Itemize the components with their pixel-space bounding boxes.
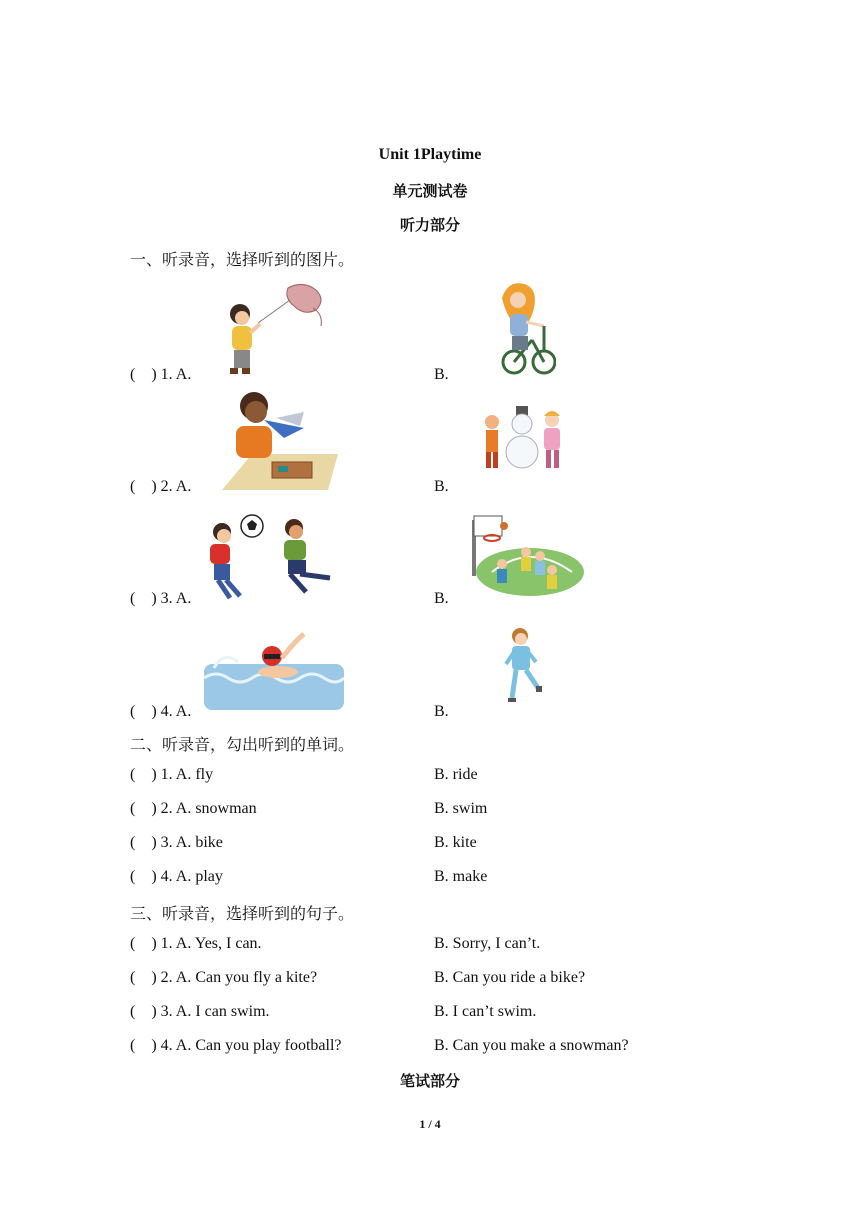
part3-row4-a: ( ) 4. A. Can you play football? <box>130 1037 342 1054</box>
part3-row4-b: B. Can you make a snowman? <box>434 1037 629 1054</box>
page-number: 1 / 4 <box>419 1117 441 1131</box>
part3-row2-a: ( ) 2. A. Can you fly a kite? <box>130 969 318 986</box>
part1-row3-b-label: B. <box>434 590 449 607</box>
part1-row3-a-label: ( ) 3. A. <box>130 590 192 607</box>
part1-row1-b-label: B. <box>434 366 449 383</box>
boy-running-image <box>502 626 544 708</box>
listening-heading: 听力部分 <box>399 218 460 234</box>
part3-row1-a: ( ) 1. A. Yes, I can. <box>130 935 262 952</box>
part3-row3-a: ( ) 3. A. I can swim. <box>130 1003 270 1020</box>
page-title: Unit 1Playtime <box>378 146 482 163</box>
part2-row3-a: ( ) 3. A. bike <box>130 834 223 851</box>
part3-row1-b: B. Sorry, I can’t. <box>434 935 541 952</box>
girl-flying-kite-image <box>218 278 328 378</box>
written-heading: 笔试部分 <box>399 1074 460 1090</box>
part3-row3-b: B. I can’t swim. <box>434 1003 537 1020</box>
boys-playing-football-image <box>200 512 344 604</box>
kids-playing-basketball-image <box>462 512 584 598</box>
part1-row4-b-label: B. <box>434 703 449 720</box>
part2-row3-b: B. kite <box>434 834 477 851</box>
kids-making-snowman-image <box>480 404 570 476</box>
part2-row2-a: ( ) 2. A. snowman <box>130 800 257 817</box>
part1-row2-a-label: ( ) 2. A. <box>130 478 192 495</box>
part2-instruction: 二、听录音，勾出听到的单词。 <box>130 737 355 754</box>
boy-swimming-image <box>204 628 344 712</box>
part1-row4-a-label: ( ) 4. A. <box>130 703 192 720</box>
man-making-kite-image <box>216 390 338 492</box>
part3-instruction: 三、听录音，选择听到的句子。 <box>130 906 355 923</box>
page-subtitle: 单元测试卷 <box>392 184 468 200</box>
part2-row1-a: ( ) 1. A. fly <box>130 766 214 783</box>
girl-riding-bike-image <box>492 280 556 376</box>
part2-row2-b: B. swim <box>434 800 488 817</box>
part1-row1-a-label: ( ) 1. A. <box>130 366 192 383</box>
part1-row2-b-label: B. <box>434 478 449 495</box>
part2-row4-b: B. make <box>434 868 488 885</box>
part3-row2-b: B. Can you ride a bike? <box>434 969 586 986</box>
part2-row4-a: ( ) 4. A. play <box>130 868 223 885</box>
part1-instruction: 一、听录音，选择听到的图片。 <box>130 252 355 269</box>
part2-row1-b: B. ride <box>434 766 478 783</box>
